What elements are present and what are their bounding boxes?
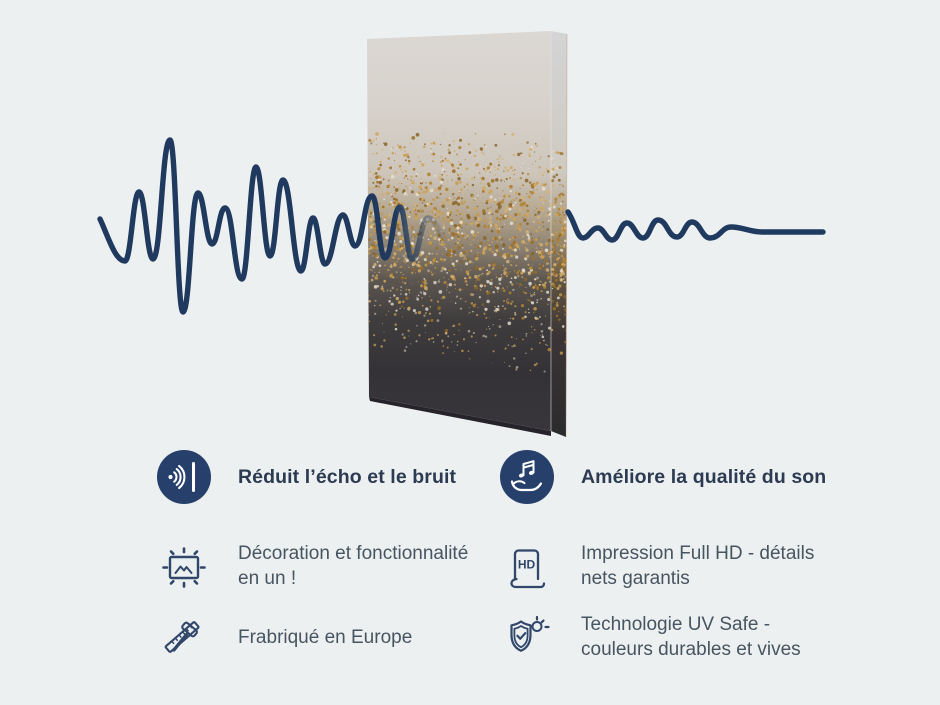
- hd-badge-label: HD: [517, 557, 536, 572]
- feature-text-line2: couleurs durables et vives: [581, 639, 801, 660]
- feature-text-line2: en un !: [238, 568, 297, 589]
- hd-print-icon: [499, 540, 555, 591]
- feature-uv-safe: [499, 610, 801, 662]
- feature-text-line2: nets garantis: [581, 568, 690, 589]
- feature-text: Technologie UV Safe -: [581, 614, 771, 635]
- feature-reduce-echo: [156, 449, 456, 505]
- feature-improve-sound: [499, 449, 826, 505]
- feature-text: Impression Full HD - détails: [581, 543, 815, 564]
- soundwave-right: [568, 212, 823, 240]
- feature-text: Frabriqué en Europe: [238, 626, 413, 648]
- feature-text: Décoration et fonctionnalité: [238, 543, 469, 564]
- feature-made-in-europe: [156, 612, 412, 662]
- sound-waves-icon: [156, 450, 212, 504]
- uv-shield-icon: [499, 610, 555, 662]
- picture-frame-shine-icon: [156, 540, 212, 591]
- feature-decoration: [156, 540, 468, 591]
- feature-title: Réduit l’écho et le bruit: [238, 465, 457, 488]
- canvas-print: [367, 31, 568, 437]
- feature-full-hd-print: [499, 540, 814, 591]
- feature-title: Améliore la qualité du son: [581, 465, 827, 488]
- hammer-ruler-icon: [156, 614, 212, 660]
- music-note-hand-icon: [499, 450, 555, 504]
